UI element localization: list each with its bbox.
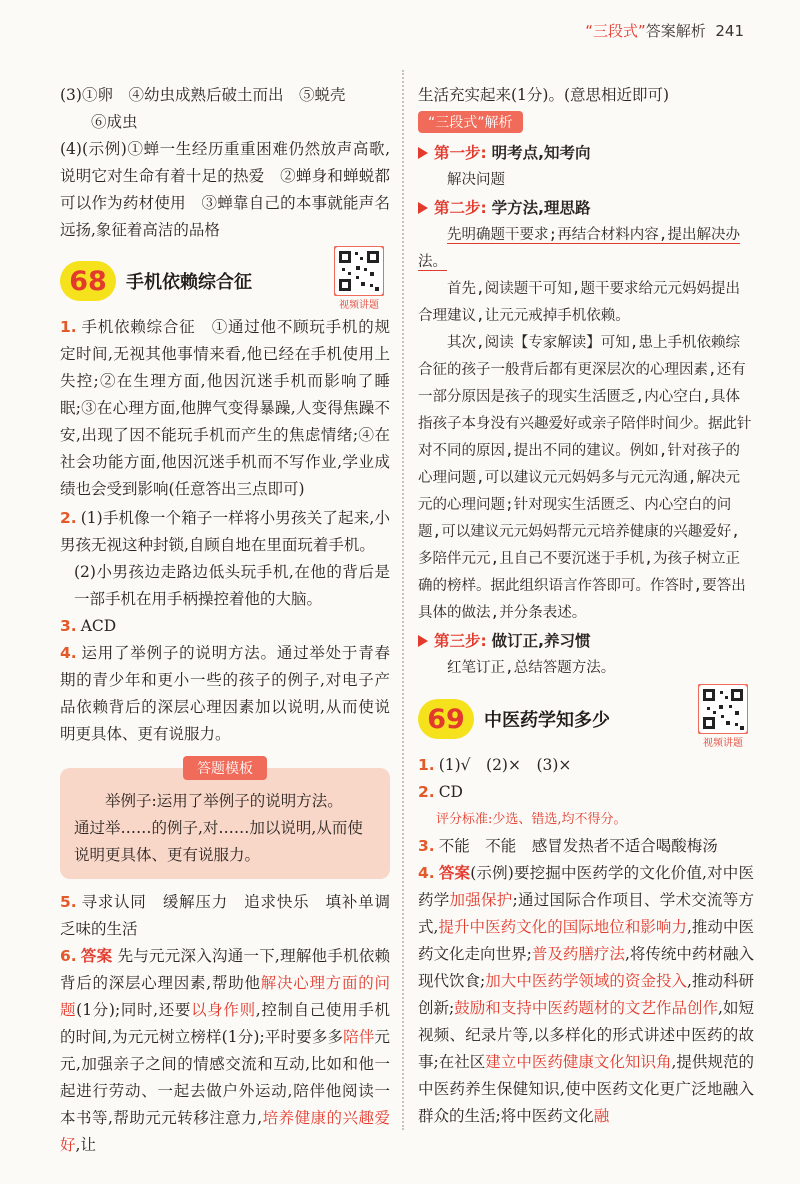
step-2-body: 先明确题干要求;再结合材料内容,提出解决办法。 bbox=[418, 227, 740, 270]
qr-code-icon bbox=[334, 246, 384, 296]
answer-template-box bbox=[60, 761, 390, 879]
answer-69-4: 4. 答案(示例)要挖掘中医药学的文化价值,对中医药学加强保护;通过国际合作项目、学术交流等方式,提升中医药文化的国际地位和影响力,推动中医药文化走向世界;普及药膳疗法,将传统中药材融入现代饮食;加大中医药学领域的资金投入,推动科研创新;鼓励和支持中医药题材的文艺作品创作,如短视频、纪录片等,以多样化的形式讲述中医药的故事;在社区建立中医药健康文化知识角,提供规范的中医药养生保健知识,使中医药文化更广泛地融入群众的生活;将中医药文化融 bbox=[418, 864, 754, 1125]
qr-code-icon bbox=[698, 684, 748, 734]
section-title: 中医药学知多少 bbox=[484, 710, 610, 731]
template-line1: 举例子:运用了举例子的说明方法。 bbox=[105, 792, 343, 810]
answer-5: 5. 寻求认同 缓解压力 追求快乐 填补单调乏味的生活 bbox=[60, 893, 390, 938]
answer-69-2: 2. CD bbox=[418, 783, 463, 801]
arrow-icon bbox=[418, 635, 428, 647]
left-column bbox=[60, 82, 390, 1159]
answer-6-continued: 生活充实起来(1分)。(意思相近即可) bbox=[418, 86, 670, 104]
answer-69-3: 3. 不能 不能 感冒发热者不适合喝酸梅汤 bbox=[418, 837, 718, 855]
q4-answer: (4)(示例)①蝉一生经历重重困难仍然放声高歌,说明它对生命有着十足的热爱 ②蝉身和蝉蜕都可以作为药材使用 ③蝉靠自己的本事就能声名远扬,象征着高洁的品格 bbox=[60, 140, 390, 239]
column-divider bbox=[402, 70, 404, 1130]
step-3: 第三步: 做订正,养习惯 bbox=[418, 627, 754, 655]
qr-code-video[interactable] bbox=[328, 246, 390, 316]
arrow-icon bbox=[418, 147, 428, 159]
answer-4: 4. 运用了举例子的说明方法。通过举处于青春期的青少年和更小一些的孩子的例子,对电子产品依赖背后的深层心理因素加以说明,从而使说明更具体、更有说服力。 bbox=[60, 644, 390, 743]
q3-answer-line2: ⑥成虫 bbox=[91, 113, 138, 131]
header-title: 答案解析 bbox=[645, 22, 706, 40]
section-number-badge: 68 bbox=[60, 261, 116, 301]
step-1: 第一步: 明考点,知考向 bbox=[418, 139, 754, 167]
answer-2a: 2. (1)手机像一个箱子一样将小男孩关了起来,小男孩无视这种封锁,自顾自地在里面玩着手机。 bbox=[60, 509, 390, 554]
analysis-para-2: 其次,阅读【专家解读】可知,患上手机依赖综合征的孩子一般背后都有更深层次的心理因素,还有一部分原因是孩子的现实生活匮乏,内心空白,具体指孩子本身没有兴趣爱好或亲子陪伴时间少。据此针对不同的原因,提出不同的建议。例如,针对孩子的心理问题,可以建议元元妈妈多与元元沟通,解决元元的心理问题;针对现实生活匮乏、内心空白的问题,可以建议元元妈妈帮元元培养健康的兴趣爱好,多陪伴元元,且自己不要沉迷于手机,为孩子树立正确的榜样。据此组织语言作答即可。作答时,要答出具体的做法,并分条表述。 bbox=[418, 335, 752, 621]
template-line2: 通过举……的例子,对……加以说明,从而使说明更具体、更有说服力。 bbox=[74, 819, 363, 864]
scoring-criteria: 评分标准:少选、错选,均不得分。 bbox=[436, 812, 627, 827]
q3-answer-line1: (3)①卵 ④幼虫成熟后破土而出 ⑤蜕壳 bbox=[60, 86, 346, 104]
answer-1: 1. 手机依赖综合征 ①通过他不顾玩手机的规定时间,无视其他事情来看,他已经在手机使用上失控;②在生理方面,他因沉迷手机而影响了睡眠;③在心理方面,他脾气变得暴躁,人变得焦躁不安,出现了因不能玩手机而产生的焦虑情绪;④在社会功能方面,他因沉迷手机而不写作业,学业成绩也会受到影响(任意答出三点即可) bbox=[60, 318, 390, 498]
sanduan-analysis-tag: “三段式”解析 bbox=[418, 111, 523, 133]
step-2: 第二步: 学方法,理思路 bbox=[418, 194, 754, 222]
qr-code-video[interactable] bbox=[692, 684, 754, 754]
step-3-body: 红笔订正,总结答题方法。 bbox=[447, 660, 616, 676]
arrow-icon bbox=[418, 202, 428, 214]
template-tag: 答题模板 bbox=[183, 756, 267, 780]
header-quote-label: “三段式” bbox=[585, 22, 646, 40]
answer-2b: (2)小男孩边走路边低头玩手机,在他的背后是一部手机在用手柄操控着他的大脑。 bbox=[74, 563, 390, 608]
section-68-header bbox=[60, 252, 390, 310]
qr-caption: 视频讲题 bbox=[339, 300, 379, 311]
analysis-para-1: 首先,阅读题干可知,题干要求给元元妈妈提出合理建议,让元元戒掉手机依赖。 bbox=[418, 281, 740, 324]
section-title: 手机依赖综合征 bbox=[126, 272, 252, 293]
answer-6: 6. 答案 先与元元深入沟通一下,理解他手机依赖背后的深层心理因素,帮助他解决心理方面的问题(1分);同时,还要以身作则,控制自己使用手机的时间,为元元树立榜样(1分);平时要多多陪伴元元,加强亲子之间的情感交流和互动,比如和他一起进行劳动、一起去做户外运动,陪伴他阅读一本书等,帮助元元转移注意力,培养健康的兴趣爱好,让 bbox=[60, 947, 390, 1154]
right-column bbox=[418, 82, 754, 1130]
answer-3: 3. ACD bbox=[60, 617, 117, 635]
section-69-header bbox=[418, 690, 754, 748]
step-1-body: 解决问题 bbox=[447, 172, 505, 188]
page-header bbox=[585, 20, 744, 41]
section-number-badge: 69 bbox=[418, 699, 474, 739]
page-number: 241 bbox=[715, 22, 744, 40]
answer-69-1: 1. (1)√ (2)× (3)× bbox=[418, 756, 572, 774]
qr-caption: 视频讲题 bbox=[703, 738, 743, 749]
